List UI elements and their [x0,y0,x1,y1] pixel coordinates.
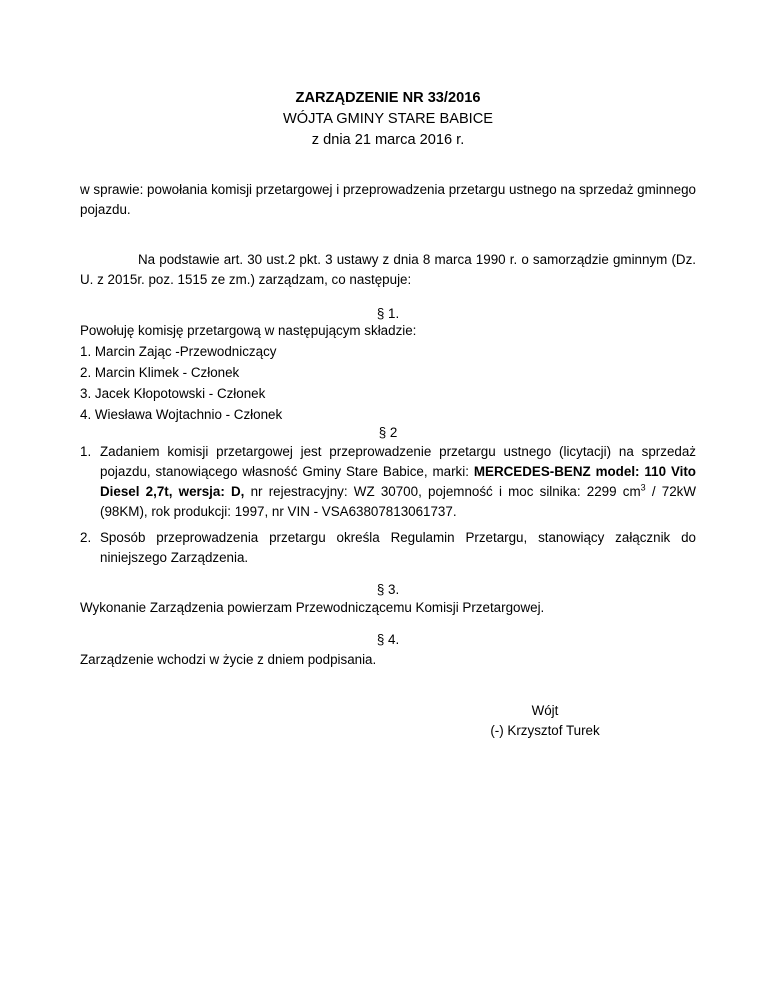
section-4-text: Zarządzenie wchodzi w życie z dniem podpisania. [80,652,377,667]
signature-name: (-) Krzysztof Turek [490,723,600,738]
legal-basis [80,250,696,290]
member-item: 2. Marcin Klimek - Członek [80,365,240,380]
item-text: Sposób przeprowadzenia przetargu określa Regulamin Przetargu, stanowiący załącznik do niniejszego Zarządzenia. [100,530,696,565]
section-1-heading: § 1. [376,306,400,321]
section-2-item-1 [80,442,696,522]
section-2-heading: § 2 [378,425,398,440]
signature-role: Wójt [531,703,559,718]
document-page [80,0,696,994]
item-number: 1. [80,444,92,459]
section-2-item-2 [80,528,696,568]
document-header [80,88,696,151]
document-subject: w sprawie: powołania komisji przetargowej i przeprowadzenia przetargu ustnego na sprzedaż gminnego pojazdu. [80,182,696,217]
superscript: 3 [640,482,646,493]
committee-intro: Powołuję komisję przetargową w następującym składzie: [80,323,417,338]
document-title: ZARZĄDZENIE NR 33/2016 [295,90,481,106]
legal-basis-text: Na podstawie art. 30 ust.2 pkt. 3 ustawy z dnia 8 marca 1990 r. o samorządzie gminnym (Dz. U. z 2015r. poz. 1515 ze zm.) zarządzam, co następuje: [80,252,696,287]
vehicle-model-bold: MERCEDES-BENZ model: 110 Vito Diesel 2,7t, wersja: D, [100,464,696,499]
document-issuer: WÓJTA GMINY STARE BABICE [282,111,494,127]
item-text-part: / 72kW (98KM), rok produkcji: 1997, nr VIN - VSA63807813061737. [100,484,696,519]
signature-block [460,701,630,741]
section-3-heading: § 3. [376,582,400,597]
member-item: 4. Wiesława Wojtachnio - Członek [80,407,283,422]
member-item: 1. Marcin Zając -Przewodniczący [80,344,277,359]
item-number: 2. [80,530,92,545]
committee-members [80,321,696,426]
item-text-part: nr rejestracyjny: WZ 30700, pojemność i moc silnika: 2299 cm [244,484,641,499]
item-text-part: Zadaniem komisji przetargowej jest przeprowadzenie przetargu ustnego (licytacji) na sprzedaż pojazdu, stanowiącego własność Gminy Stare Babice, marki: [100,444,696,479]
member-item: 3. Jacek Kłopotowski - Członek [80,386,266,401]
section-4-heading: § 4. [376,632,400,647]
document-date: z dnia 21 marca 2016 r. [311,132,465,148]
section-3-text: Wykonanie Zarządzenia powierzam Przewodniczącemu Komisji Przetargowej. [80,600,545,615]
